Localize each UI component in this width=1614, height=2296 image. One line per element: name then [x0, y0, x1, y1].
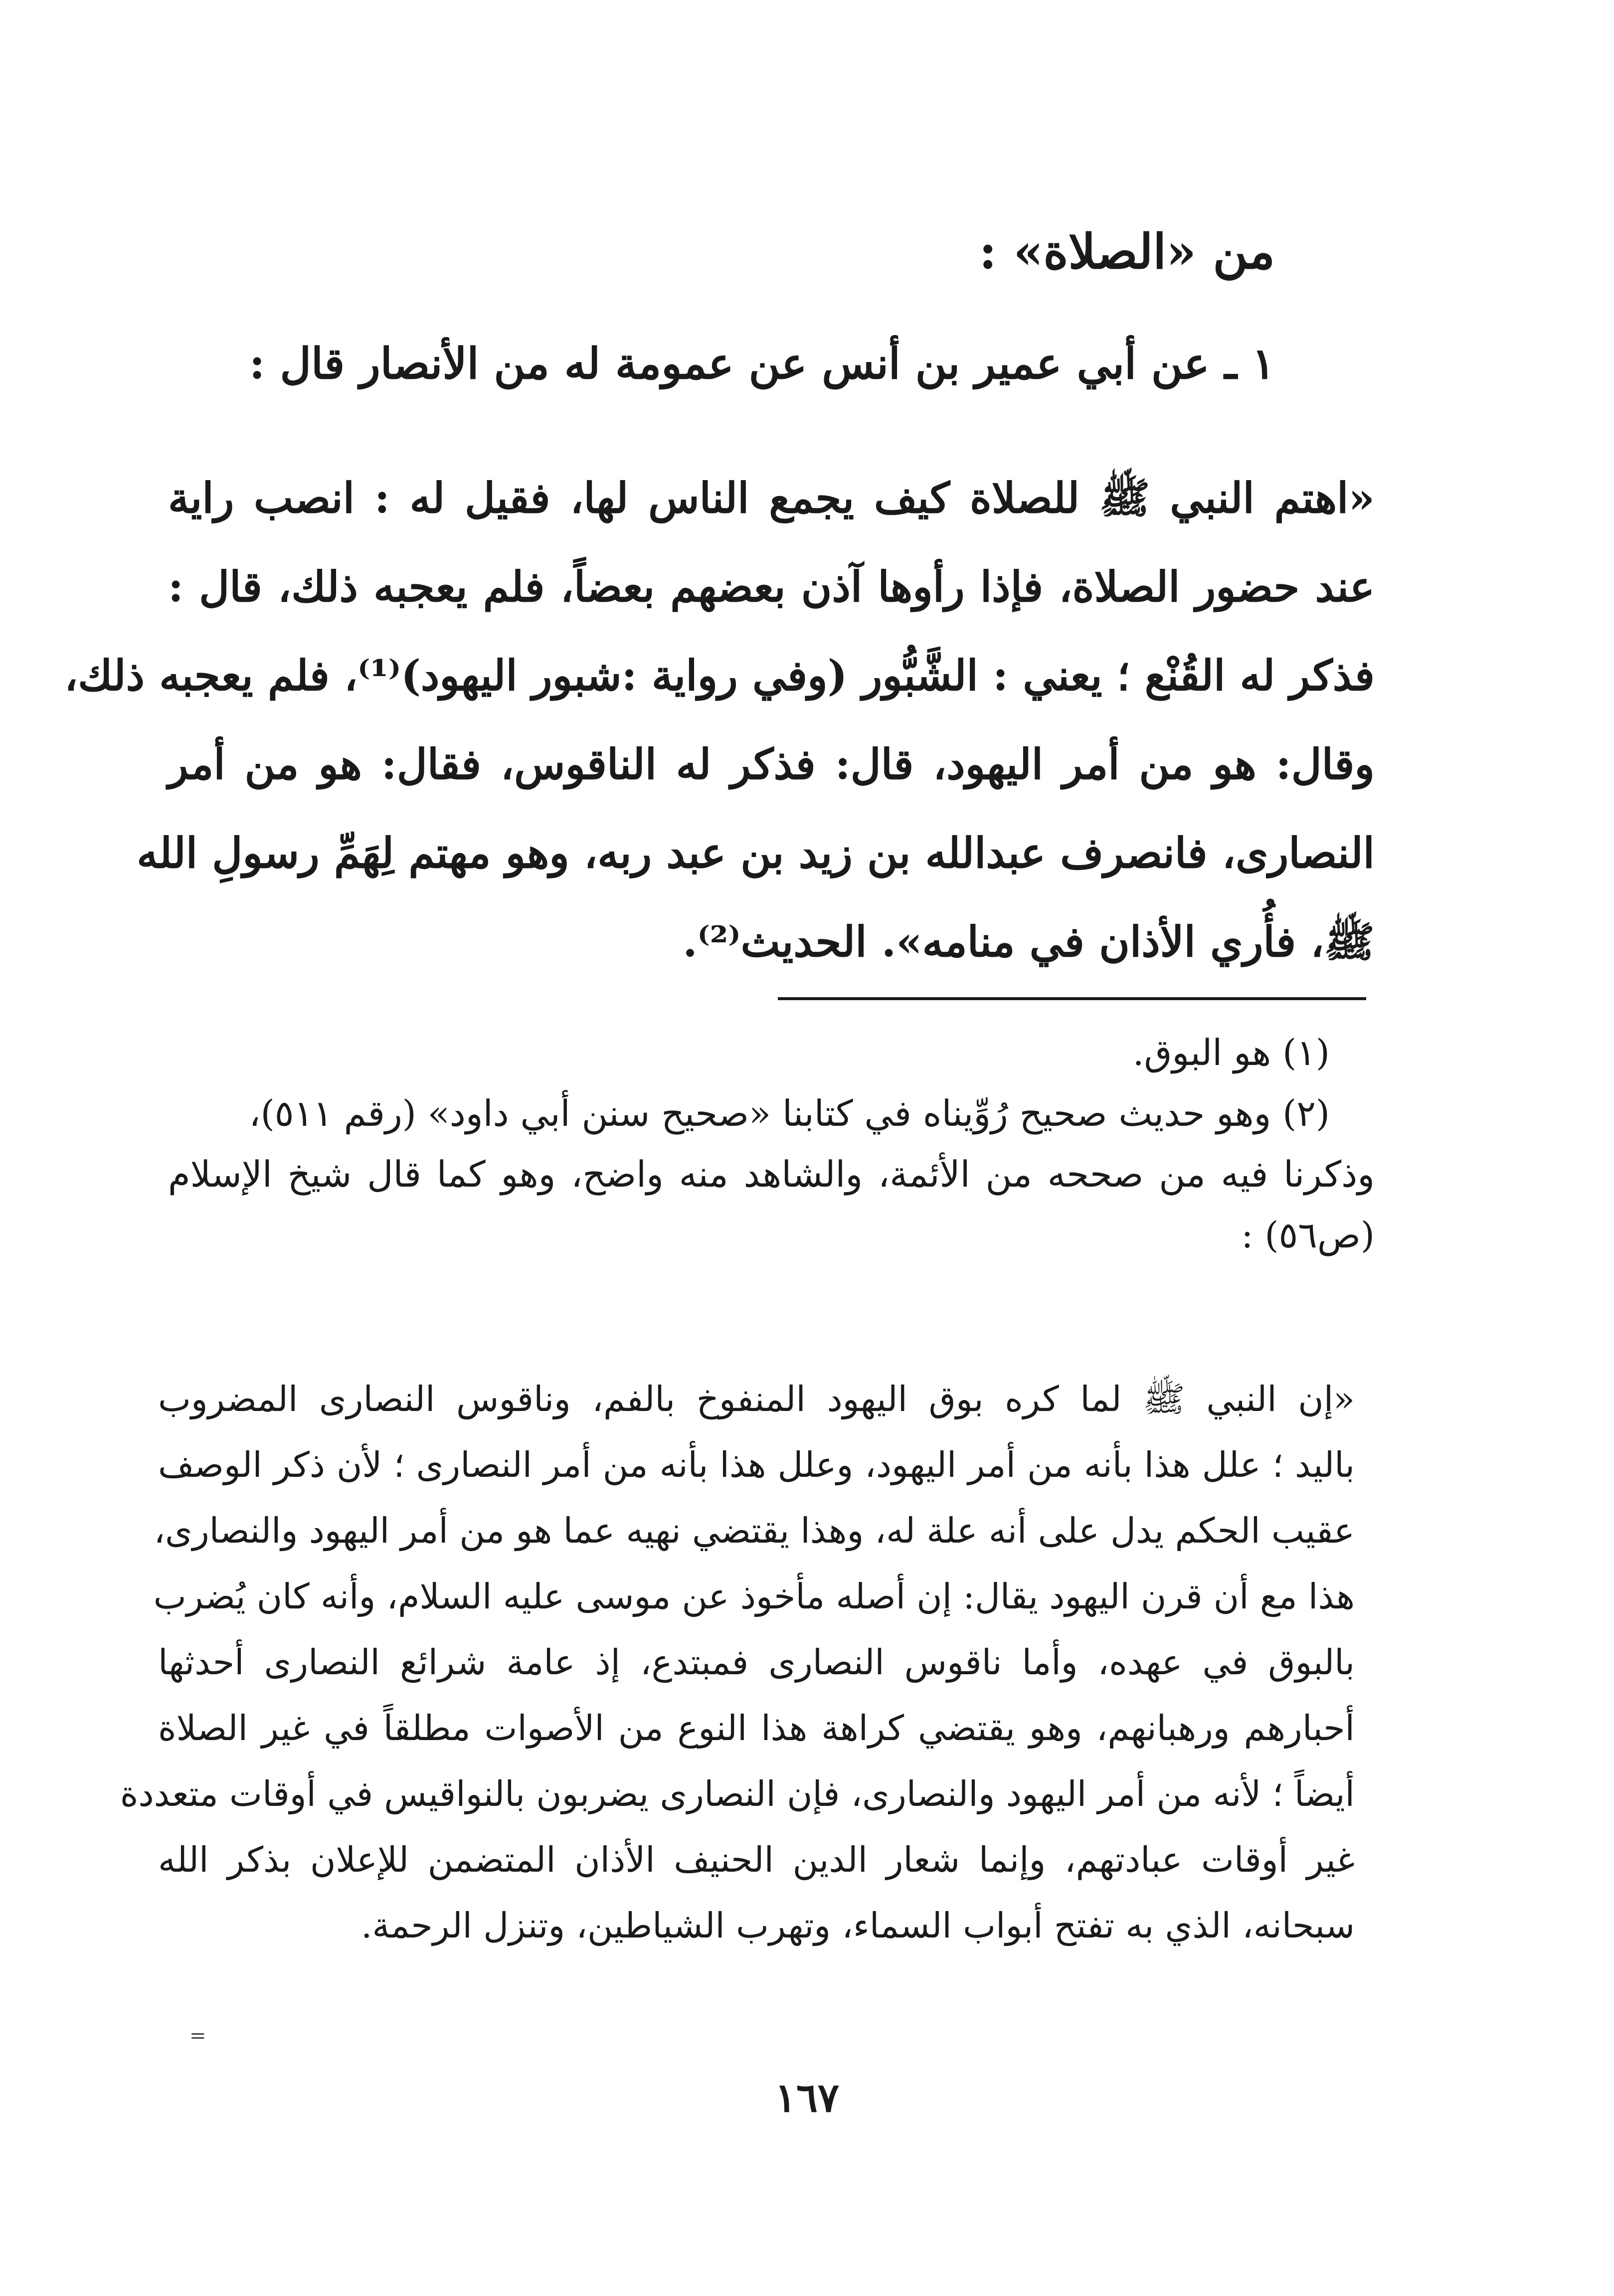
footnotes [168, 1022, 1375, 1265]
quote-line: أيضاً ؛ لأنه من أمر اليهود والنصارى، فإن النصارى يضربون بالنواقيس في أوقات متعددة [120, 1773, 1355, 1814]
hadith-line: «اهتم النبي ﷺ للصلاة كيف يجمع الناس لها، فقيل له : انصب راية [168, 473, 1375, 523]
quote-line: «إن النبي ﷺ لما كره بوق اليهود المنفوخ بالفم، وناقوس النصارى المضروب [158, 1379, 1355, 1419]
hadith-line: ﷺ، فأُري الأذان في منامه». الحديث⁽²⁾. [683, 917, 1375, 966]
quote-line: بالبوق في عهده، وأما ناقوس النصارى فمبتدع، إذ عامة شرائع النصارى أحدثها [158, 1642, 1355, 1683]
margin-mark: = [189, 2024, 206, 2047]
hadith-line: فذكر له القُنْع ؛ يعني : الشَّبُّور (وفي رواية :شبور اليهود)⁽¹⁾، فلم يعجبه ذلك، [64, 651, 1375, 700]
footnote-divider [778, 997, 1366, 1000]
hadith-intro [178, 329, 1275, 399]
quote-line: هذا مع أن قرن اليهود يقال: إن أصله مأخوذ عن موسى عليه السلام، وأنه كان يُضرب [153, 1576, 1355, 1617]
quote-line: باليد ؛ علل هذا بأنه من أمر اليهود، وعلل هذا بأنه من أمر النصارى ؛ لأن ذكر الوصف [158, 1444, 1355, 1485]
hadith-intro-text: ١ ـ عن أبي عمير بن أنس عن عمومة له من الأنصار قال : [249, 339, 1275, 389]
footnote-2-line: وذكرنا فيه من صححه من الأئمة، والشاهد منه واضح، وهو كما قال شيخ الإسلام [168, 1153, 1375, 1195]
hadith-line: وقال: هو من أمر اليهود، قال: فذكر له الناقوس، فقال: هو من أمر [168, 739, 1375, 789]
footnote-1: (١) هو البوق. [1132, 1032, 1330, 1073]
hadith-line: النصارى، فانصرف عبدالله بن زيد بن عبد ربه، وهو مهتم لِهَمِّ رسولِ الله [137, 828, 1375, 878]
quotation [120, 1366, 1355, 1958]
quote-line: غير أوقات عبادتهم، وإنما شعار الدين الحنيف الأذان المتضمن للإعلان بذكر الله [158, 1839, 1355, 1880]
section-heading [477, 219, 1275, 284]
page-number: ١٦٧ [775, 2074, 839, 2121]
quote-line: عقيب الحكم يدل على أنه علة له، وهذا يقتضي نهيه عما هو من أمر اليهود والنصارى، [154, 1510, 1355, 1551]
section-heading-text: من «الصلاة» : [979, 223, 1275, 280]
hadith-line: عند حضور الصلاة، فإذا رأوها آذن بعضهم بعضاً، فلم يعجبه ذلك، قال : [168, 562, 1375, 611]
quote-line: أحبارهم ورهبانهم، وهو يقتضي كراهة هذا النوع من الأصوات مطلقاً في غير الصلاة [158, 1708, 1355, 1749]
quote-line: سبحانه، الذي به تفتح أبواب السماء، وتهرب الشياطين، وتنزل الرحمة. [361, 1905, 1355, 1946]
footnote-2-line: (ص٥٦) : [1241, 1214, 1375, 1256]
footnote-2-line: (٢) وهو حديث صحيح رُوِّيناه في كتابنا «صحيح سنن أبي داود» (رقم ٥١١)، [249, 1092, 1330, 1134]
hadith-text [64, 454, 1375, 986]
